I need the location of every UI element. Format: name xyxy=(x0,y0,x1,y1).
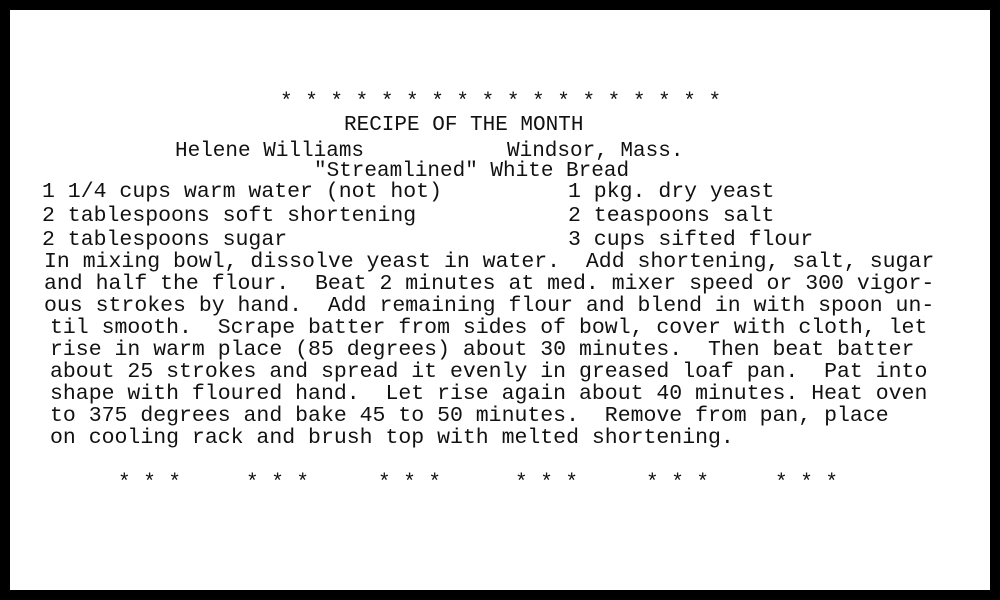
recipe-card xyxy=(10,10,990,590)
bottom-star-group: * * * xyxy=(775,472,839,495)
instruction-line: rise in warm place (85 degrees) about 30 minutes. Then beat batter xyxy=(50,338,915,362)
bottom-star-group: * * * xyxy=(378,472,442,495)
author-name: Helene Williams xyxy=(175,140,365,163)
ingredient-item: 2 tablespoons soft shortening xyxy=(42,204,417,228)
instruction-line: shape with floured hand. Let rise again about 40 minutes. Heat oven xyxy=(50,382,928,406)
bottom-star-group: * * * xyxy=(118,472,182,495)
instruction-line: In mixing bowl, dissolve yeast in water. Add shortening, salt, sugar xyxy=(44,250,935,274)
top-star-border: * * * * * * * * * * * * * * * * * * xyxy=(280,91,722,114)
ingredient-item: 1 1/4 cups warm water (not hot) xyxy=(42,180,442,204)
page-title: RECIPE OF THE MONTH xyxy=(344,114,584,137)
instruction-line: about 25 strokes and spread it evenly in greased loaf pan. Pat into xyxy=(50,360,928,384)
instruction-line: on cooling rack and brush top with melted shortening. xyxy=(50,426,734,450)
ingredient-item: 1 pkg. dry yeast xyxy=(568,180,775,204)
instruction-line: to 375 degrees and bake 45 to 50 minutes. Remove from pan, place xyxy=(50,404,889,428)
ingredient-item: 2 tablespoons sugar xyxy=(42,228,288,252)
bottom-star-group: * * * xyxy=(646,472,710,495)
ingredient-item: 2 teaspoons salt xyxy=(568,204,775,228)
recipe-name: "Streamlined" White Bread xyxy=(314,160,630,183)
instruction-line: til smooth. Scrape batter from sides of bowl, cover with cloth, let xyxy=(50,316,928,340)
ingredient-item: 3 cups sifted flour xyxy=(568,228,814,252)
instruction-line: and half the flour. Beat 2 minutes at med. mixer speed or 300 vigor- xyxy=(44,272,935,296)
instruction-line: ous strokes by hand. Add remaining flour and blend in with spoon un- xyxy=(44,294,935,318)
bottom-star-group: * * * xyxy=(515,472,579,495)
author-location: Windsor, Mass. xyxy=(507,140,684,163)
bottom-star-group: * * * xyxy=(246,472,310,495)
